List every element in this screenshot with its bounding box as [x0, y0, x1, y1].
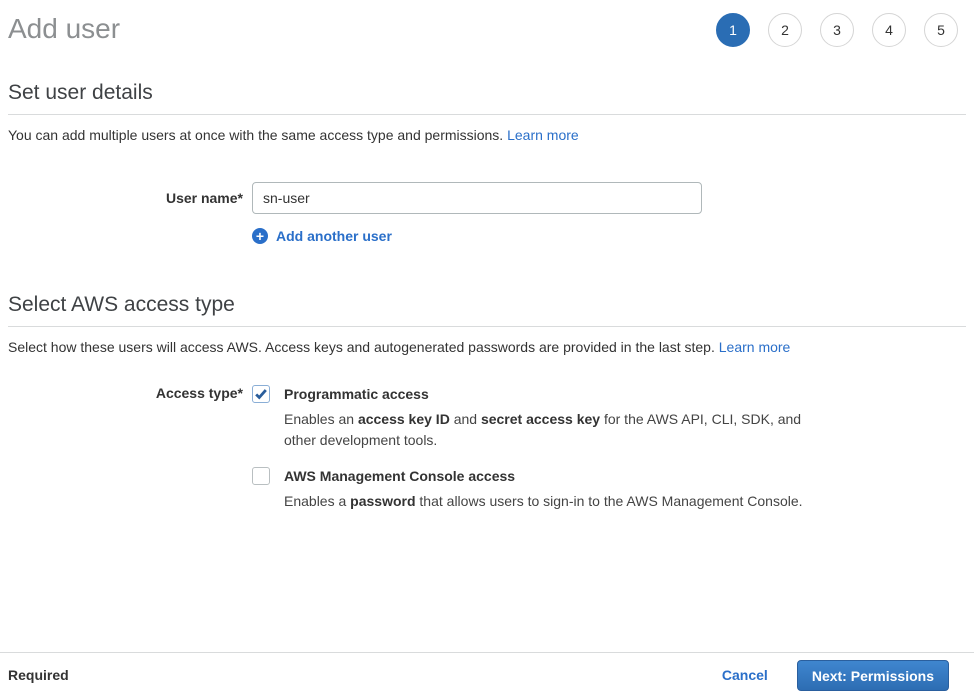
access-type-label-col	[8, 385, 252, 528]
wizard-steps	[716, 13, 958, 47]
wizard-step-5: 5	[924, 13, 958, 47]
user-name-row	[8, 182, 966, 214]
add-another-spacer	[8, 228, 252, 244]
section-access-type	[8, 293, 966, 528]
console-access-desc	[284, 491, 803, 512]
access-type-description	[8, 338, 966, 357]
desc-text: Enables an	[284, 411, 358, 427]
user-details-description	[8, 126, 966, 145]
page-title: Add user	[8, 13, 121, 44]
learn-more-link-access-type[interactable]: Learn more	[718, 339, 791, 355]
wizard-step-4: 4	[872, 13, 906, 47]
user-name-input[interactable]	[252, 182, 702, 214]
desc-text: for the AWS API, CLI, SDK, and other development tools.	[284, 411, 802, 448]
wizard-footer	[0, 652, 974, 697]
access-type-row	[8, 385, 966, 528]
desc-text-bold: password	[350, 493, 416, 509]
plus-circle-icon: +	[252, 228, 268, 244]
user-name-label: User name*	[165, 190, 243, 206]
programmatic-access-checkbox[interactable]	[252, 385, 270, 403]
wizard-step-1: 1	[716, 13, 750, 47]
user-name-label-col	[8, 190, 252, 206]
required-note: Required	[8, 667, 69, 683]
add-another-user-row	[8, 228, 966, 244]
add-another-user-label: Add another user	[276, 228, 392, 244]
programmatic-access-desc	[284, 409, 807, 451]
desc-text-bold: access key ID	[357, 411, 450, 427]
add-another-user-link[interactable]	[252, 228, 392, 244]
programmatic-access-title: Programmatic access	[284, 386, 429, 402]
page-header	[8, 0, 966, 47]
desc-text-bold: secret access key	[480, 411, 601, 427]
access-type-heading: Select AWS access type	[8, 293, 966, 327]
user-details-heading: Set user details	[8, 81, 966, 115]
section-user-details	[8, 81, 966, 244]
wizard-step-3: 3	[820, 13, 854, 47]
console-access-option	[252, 467, 966, 512]
console-access-title: AWS Management Console access	[284, 468, 516, 484]
check-icon	[254, 387, 268, 401]
programmatic-access-option	[252, 385, 966, 451]
desc-text: and	[449, 411, 481, 427]
user-name-input-col	[252, 182, 966, 214]
next-permissions-button[interactable]: Next: Permissions	[797, 660, 949, 691]
learn-more-link-user-details[interactable]: Learn more	[507, 127, 579, 143]
access-type-label: Access type*	[155, 385, 243, 401]
console-access-checkbox[interactable]	[252, 467, 270, 485]
desc-text: Enables a	[284, 493, 351, 509]
wizard-step-2: 2	[768, 13, 802, 47]
desc-text: that allows users to sign-in to the AWS Management Console.	[415, 493, 803, 509]
user-details-description-text: You can add multiple users at once with the same access type and permissions.	[8, 127, 504, 143]
cancel-button[interactable]: Cancel	[721, 667, 768, 683]
access-type-description-text: Select how these users will access AWS. Access keys and autogenerated passwords are provided in the last step.	[8, 339, 715, 355]
